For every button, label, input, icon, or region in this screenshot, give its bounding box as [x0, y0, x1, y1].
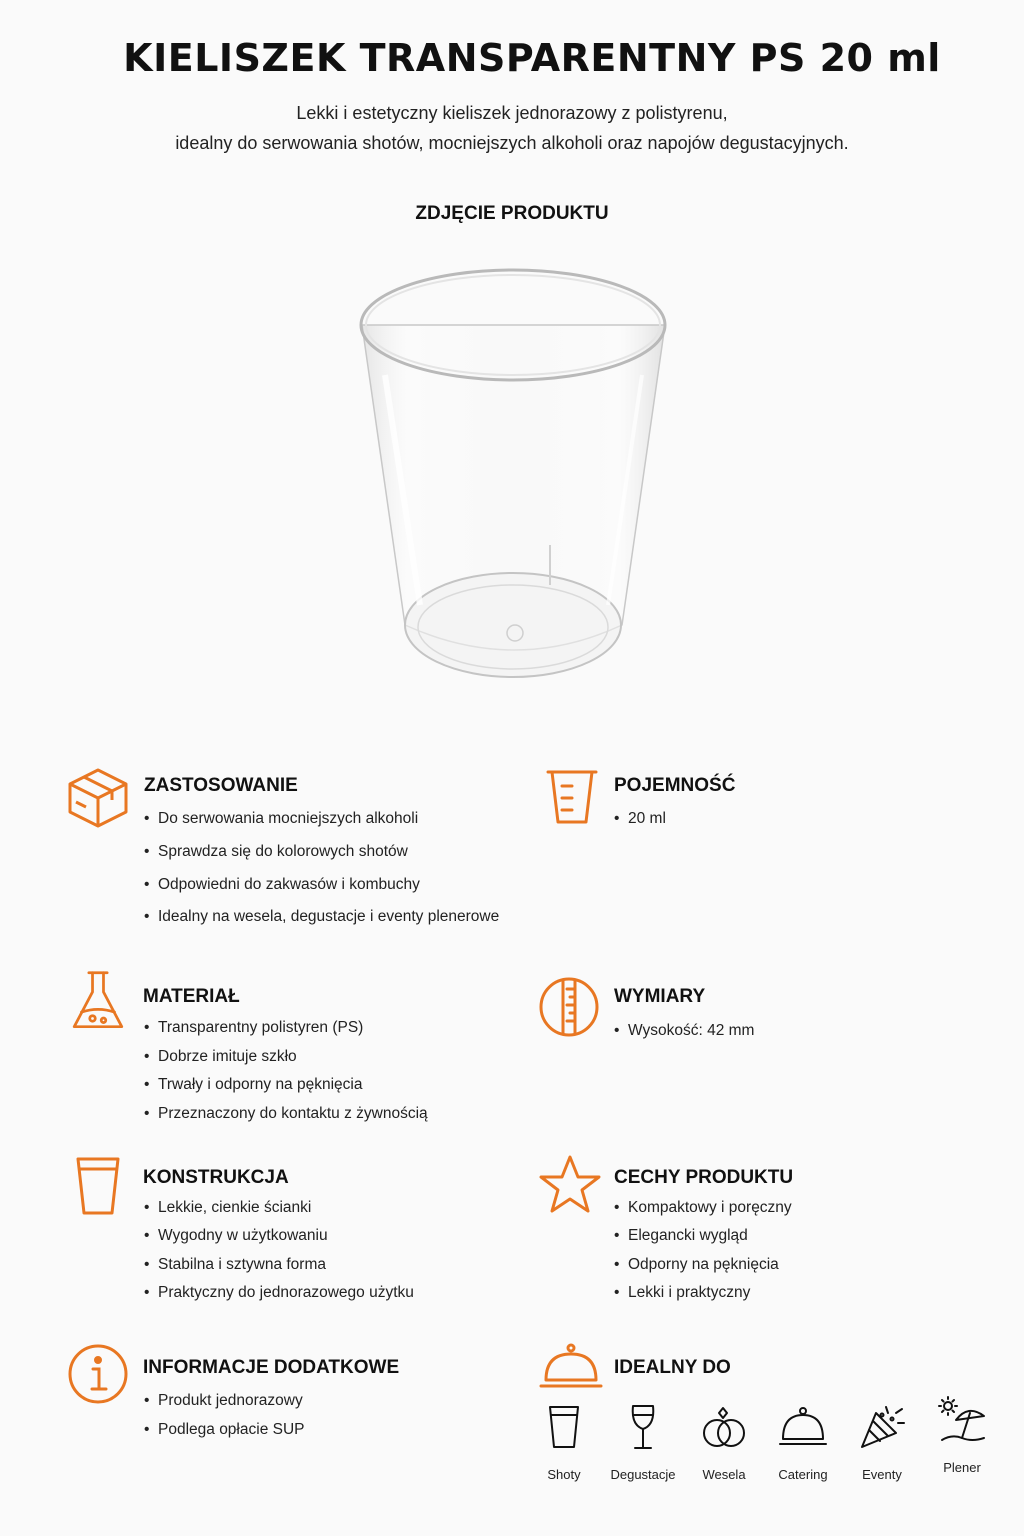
use-label: Catering — [778, 1467, 828, 1482]
section-title: MATERIAŁ — [143, 986, 240, 1007]
list-item: • Praktyczny do jednorazowego użytku — [144, 1284, 414, 1302]
list-item: • Wygodny w użytkowaniu — [144, 1227, 414, 1256]
section-title: CECHY PRODUKTU — [614, 1167, 794, 1188]
cloche-icon — [779, 1403, 827, 1451]
section-title: ZASTOSOWANIE — [144, 775, 298, 796]
section-title: INFORMACJE DODATKOWE — [143, 1357, 400, 1378]
list-item: • Idealny na wesela, degustacje i eventy plenerowe — [144, 908, 499, 926]
list-item: • Wysokość: 42 mm — [614, 1022, 754, 1040]
list-item: • Podlega opłacie SUP — [144, 1421, 305, 1439]
section-title: KONSTRUKCJA — [143, 1167, 289, 1188]
rings-icon — [700, 1403, 748, 1451]
section-title: IDEALNY DO — [614, 1357, 731, 1378]
list-item: • Lekkie, cienkie ścianki — [144, 1199, 414, 1227]
ruler-icon — [537, 975, 601, 1039]
subtitle-line-2: idealny do serwowania shotów, mocniejszych alkoholi oraz napojów degustacyjnych. — [175, 133, 849, 153]
list-item: • Lekki i praktyczny — [614, 1284, 792, 1302]
list-item: • Odpowiedni do zakwasów i kombuchy — [144, 876, 499, 908]
party-popper-icon — [858, 1403, 906, 1451]
use-label: Wesela — [702, 1467, 746, 1482]
use-item-plener — [922, 1396, 1002, 1475]
star-icon — [538, 1153, 602, 1217]
wine-glass-icon — [619, 1403, 667, 1451]
use-label: Eventy — [862, 1467, 902, 1482]
list-item: • Stabilna i sztywna forma — [144, 1256, 414, 1284]
list-item: • Dobrze imituje szkło — [144, 1048, 428, 1076]
use-item-catering — [763, 1403, 843, 1482]
cloche-icon — [538, 1342, 604, 1392]
flask-icon — [66, 970, 130, 1034]
subtitle-line-1: Lekki i estetyczny kieliszek jednorazowy z polistyrenu, — [296, 103, 728, 123]
list-item: • Kompaktowy i poręczny — [614, 1199, 792, 1227]
list-item: • 20 ml — [614, 810, 666, 828]
use-item-wesela — [684, 1403, 764, 1482]
list-item: • Sprawdza się do kolorowych shotów — [144, 843, 499, 876]
list-item: • Przeznaczony do kontaktu z żywnością — [144, 1105, 428, 1123]
measuring-cup-icon — [540, 766, 604, 830]
box-icon — [66, 766, 130, 830]
list-item: • Produkt jednorazowy — [144, 1392, 305, 1421]
page-title: KIELISZEK TRANSPARENTNY PS 20 ml — [123, 36, 941, 80]
product-photo — [350, 255, 680, 705]
photo-heading: ZDJĘCIE PRODUKTU — [415, 203, 609, 224]
use-label: Degustacje — [610, 1467, 676, 1482]
list-item: • Do serwowania mocniejszych alkoholi — [144, 810, 499, 843]
use-item-eventy — [842, 1403, 922, 1482]
shot-glass-icon — [540, 1403, 588, 1451]
list-item: • Trwały i odporny na pęknięcia — [144, 1076, 428, 1105]
section-title: POJEMNOŚĆ — [614, 775, 736, 796]
list-item: • Odporny na pęknięcia — [614, 1256, 792, 1284]
cup-icon — [66, 1153, 130, 1217]
use-item-degustacje — [603, 1403, 683, 1482]
section-title: WYMIARY — [614, 986, 706, 1007]
use-item-shoty — [524, 1403, 604, 1482]
list-item: • Elegancki wygląd — [614, 1227, 792, 1256]
list-item: • Transparentny polistyren (PS) — [144, 1019, 428, 1048]
use-label: Plener — [943, 1460, 981, 1475]
use-label: Shoty — [547, 1467, 581, 1482]
beach-umbrella-icon — [938, 1396, 986, 1444]
info-icon — [66, 1342, 130, 1406]
